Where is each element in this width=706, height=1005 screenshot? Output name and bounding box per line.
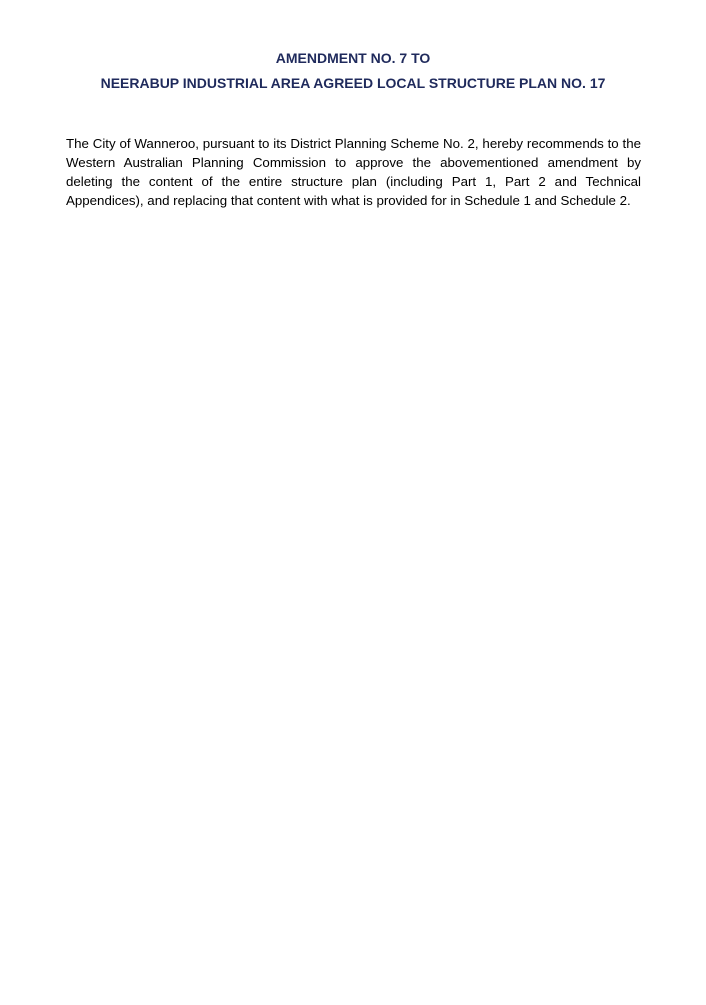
recommendation-paragraph: The City of Wanneroo, pursuant to its District Planning Scheme No. 2, hereby recommends to the Western Australian Planning Commission to approve the abovementioned amendment by deleting the content of the entire structure plan (including Part 1, Part 2 and Technical Appendices), and replacing that content with what is provided for in Schedule 1 and Schedule 2.	[66, 136, 641, 208]
structure-plan-title: NEERABUP INDUSTRIAL AREA AGREED LOCAL STRUCTURE PLAN NO. 17	[100, 75, 606, 91]
amendment-title: AMENDMENT NO. 7 TO	[275, 50, 431, 66]
